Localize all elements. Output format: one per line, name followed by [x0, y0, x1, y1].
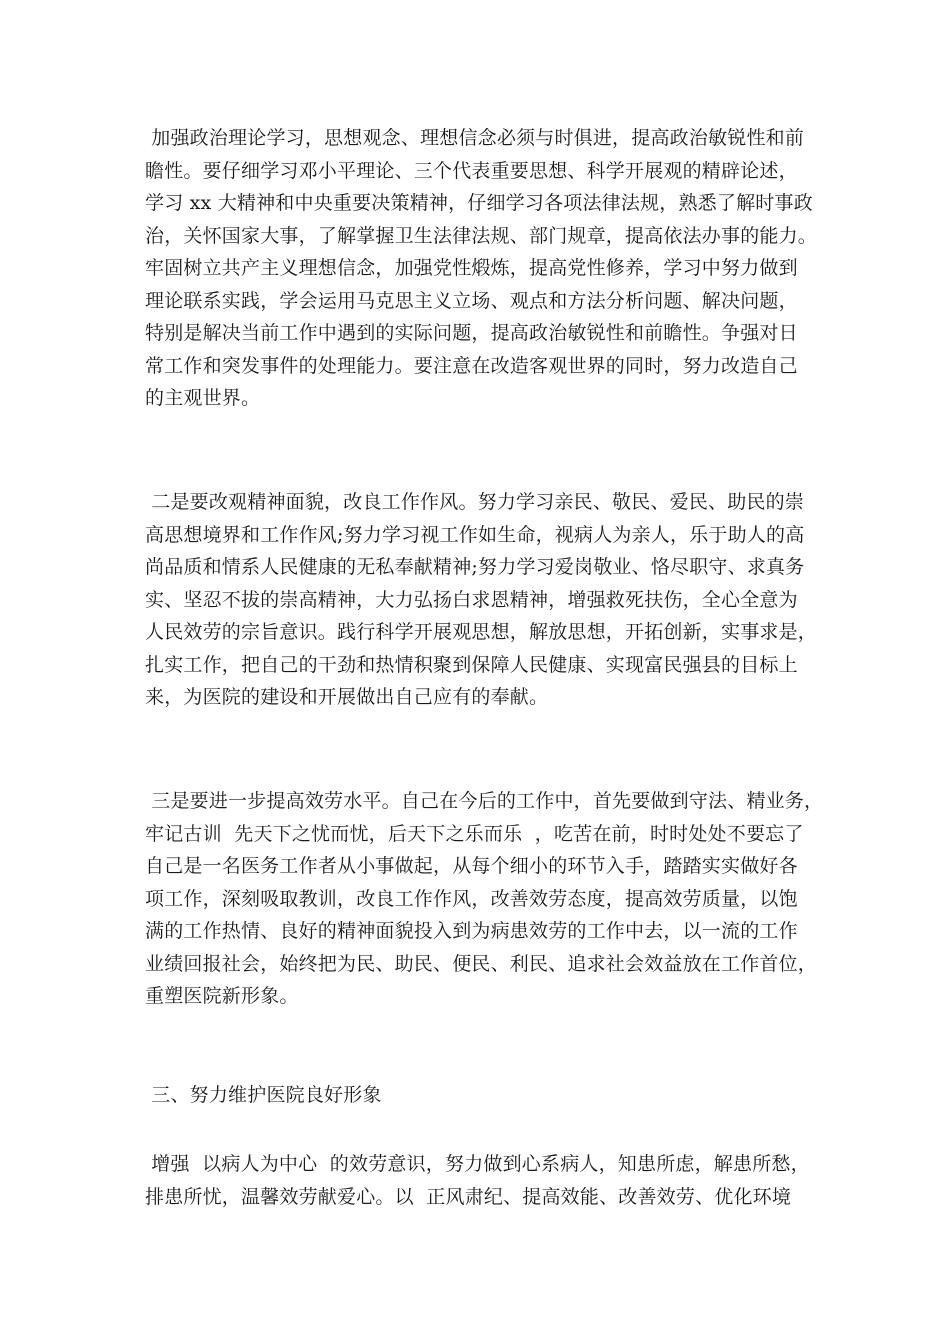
- section-heading: [145, 1079, 845, 1112]
- text-line: 二是要改观精神面貌，改良工作作风。努力学习亲民、敬民、爱民、助民的崇: [145, 491, 805, 513]
- text-line: 来，为医院的建设和开展做出自己应有的奉献。: [145, 686, 549, 708]
- text-line: 增强 以病人为中心 的效劳意识，努力做到心系病人，知患所虑，解患所愁，: [145, 1153, 810, 1175]
- text-line: 牢记古训 先天下之忧而忧，后天下之乐而乐 ，吃苦在前，时时处处不要忘了: [145, 822, 804, 845]
- text-line: 理论联系实践，学会运用马克思主义立场、观点和方法分析问题、解决问题，: [145, 289, 798, 312]
- paragraph-patient-centered: [145, 1148, 845, 1213]
- text-line: 满的工作热情、良好的精神面貌投入到为病患效劳的工作中去，以一流的工作: [145, 920, 798, 942]
- text-line: 三是要进一步提高效劳水平。自己在今后的工作中，首先要做到守法、精业务，: [145, 790, 824, 812]
- text-line: 瞻性。要仔细学习邓小平理论、三个代表重要思想、科学开展观的精辟论述，: [145, 159, 798, 182]
- text-line: 尚品质和情系人民健康的无私奉献精神;努力学习爱岗敬业、恪尽职守、求真务: [145, 556, 805, 578]
- text-line: 常工作和突发事件的处理能力。要注意在改造客观世界的同时，努力改造自己: [145, 354, 798, 377]
- text-line: 特别是解决当前工作中遇到的实际问题，提高政治敏锐性和前瞻性。争强对日: [145, 322, 798, 344]
- text-line: 项工作，深刻吸取教训，改良工作作风，改善效劳态度，提高效劳质量，以饱: [145, 887, 798, 910]
- text-line: 实、坚忍不拔的崇高精神，大力弘扬白求恩精神，增强救死扶伤，全心全意为: [145, 588, 798, 611]
- text-line: 高思想境界和工作作风;努力学习视工作如生命，视病人为亲人，乐于助人的高: [145, 523, 805, 546]
- text-line: 扎实工作，把自己的干劲和热情积聚到保障人民健康、实现富民强县的目标上: [145, 653, 798, 676]
- paragraph-service-level: [145, 785, 845, 1013]
- text-line: 学习 xx 大精神和中央重要决策精神，仔细学习各项法律法规，熟悉了解时事政: [145, 192, 813, 214]
- text-line: 业绩回报社会，始终把为民、助民、便民、利民、追求社会效益放在工作首位，: [145, 952, 818, 975]
- paragraph-work-style: [145, 486, 845, 714]
- text-line: 治，关怀国家大事，了解掌握卫生法律法规、部门规章，提高依法办事的能力。: [145, 224, 818, 247]
- text-line: 排患所忧，温馨效劳献爱心。以 正风肃纪、提高效能、改善效劳、优化环境: [145, 1185, 792, 1208]
- text-line: 人民效劳的宗旨意识。践行科学开展观思想，解放思想，开拓创新，实事求是，: [145, 621, 818, 643]
- text-line: 自己是一名医务工作者从小事做起，从每个细小的环节入手，踏踏实实做好各: [145, 855, 798, 877]
- paragraph-political-study: [145, 122, 845, 415]
- text-line: 的主观世界。: [145, 387, 261, 409]
- text-line: 重塑医院新形象。: [145, 985, 299, 1007]
- text-line: 牢固树立共产主义理想信念，加强党性煅炼，提高党性修养，学习中努力做到: [145, 257, 798, 279]
- text-line: 加强政治理论学习，思想观念、理想信念必须与时俱进，提高政治敏锐性和前: [145, 127, 805, 149]
- heading-line: 三、努力维护医院良好形象: [145, 1084, 382, 1106]
